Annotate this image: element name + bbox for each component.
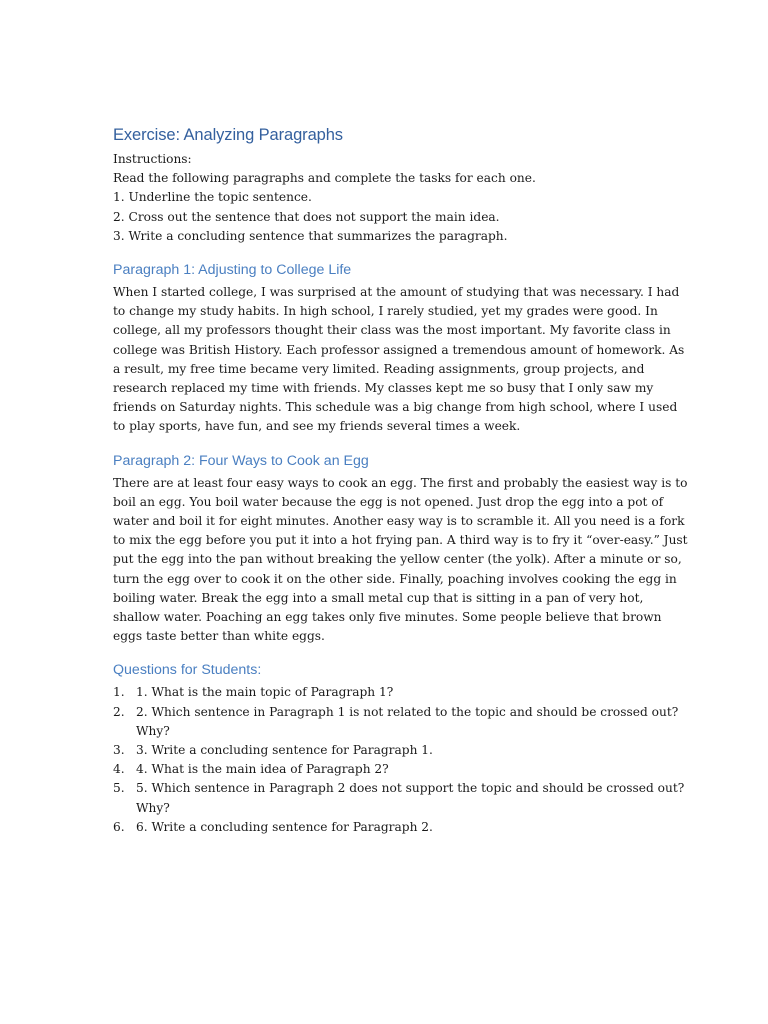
- paragraph2-line: There are at least four easy ways to cook an egg. The first and probably the easiest way is to: [113, 475, 688, 490]
- paragraph2-line: water and boil it for eight minutes. Another easy way is to scramble it. All you need is a fork: [113, 514, 685, 529]
- paragraph2-line: turn the egg over to cook it on the other side. Finally, poaching involves cooking the egg in: [113, 571, 677, 586]
- paragraph1-line: a result, my free time became very limited. Reading assignments, group projects, and: [113, 361, 645, 376]
- paragraph1-line: to change my study habits. In high school, I rarely studied, yet my grades were good. In: [113, 304, 658, 319]
- paragraph1-heading: Paragraph 1: Adjusting to College Life: [113, 262, 352, 279]
- task-item: 1. Underline the topic sentence.: [113, 190, 312, 205]
- paragraph1-line: research replaced my time with friends. My classes kept me so busy that I only saw my: [113, 381, 654, 396]
- question-line: 3. Write a concluding sentence for Paragraph 1.: [136, 743, 433, 758]
- question-line: Why?: [136, 800, 170, 815]
- paragraph2-line: eggs taste better than white eggs.: [113, 629, 325, 644]
- list-item: [113, 760, 658, 779]
- list-item: [113, 683, 658, 702]
- questions-list: [113, 683, 685, 837]
- paragraph1-line: college, all my professors thought their class was the most important. My favorite class in: [113, 323, 671, 338]
- paragraph2-body: [113, 474, 688, 647]
- list-number: 5.: [113, 781, 125, 796]
- question-line: 2. Which sentence in Paragraph 1 is not related to the topic and should be crossed out?: [136, 704, 679, 719]
- paragraph1-line: to play sports, have fun, and see my friends several times a week.: [113, 419, 521, 434]
- question-text: [136, 818, 658, 837]
- list-item: [113, 703, 679, 741]
- task-item: 2. Cross out the sentence that does not support the main idea.: [113, 209, 500, 224]
- instructions-intro: Read the following paragraphs and complete the tasks for each one.: [113, 171, 536, 186]
- question-text: [136, 741, 658, 760]
- paragraph2-line: boil an egg. You boil water because the egg is not opened. Just drop the egg into a pot of: [113, 494, 664, 509]
- paragraph1-body: [113, 283, 685, 437]
- paragraph2-line: put the egg into the pan without breaking the yellow center (the yolk). After a minute or so,: [113, 552, 682, 567]
- list-number: 4.: [113, 762, 125, 777]
- list-number: 2.: [113, 704, 125, 719]
- task-item: 3. Write a concluding sentence that summarizes the paragraph.: [113, 228, 508, 243]
- question-line: 6. Write a concluding sentence for Paragraph 2.: [136, 819, 433, 834]
- list-item: [113, 818, 658, 837]
- paragraph2-line: to mix the egg before you put it into a hot frying pan. A third way is to fry it “over-easy.” Just: [113, 533, 688, 548]
- question-text: [136, 683, 658, 702]
- list-number: 3.: [113, 743, 125, 758]
- list-number: 6.: [113, 819, 125, 834]
- paragraph1-line: friends on Saturday nights. This schedule was a big change from high school, where I used: [113, 400, 678, 415]
- list-item: [113, 741, 658, 760]
- paragraph2-line: shallow water. Poaching an egg takes only five minutes. Some people believe that brown: [113, 610, 662, 625]
- list-item: [113, 779, 685, 817]
- list-number: 1.: [113, 685, 125, 700]
- questions-heading: Questions for Students:: [113, 662, 262, 679]
- instructions-label: Instructions:: [113, 152, 192, 166]
- question-text: [136, 703, 679, 741]
- question-line: 5. Which sentence in Paragraph 2 does not support the topic and should be crossed out?: [136, 781, 685, 796]
- question-line: 4. What is the main idea of Paragraph 2?: [136, 762, 389, 777]
- question-text: [136, 760, 658, 779]
- document-page: [113, 124, 688, 837]
- paragraph1-line: When I started college, I was surprised at the amount of studying that was necessary. I had: [113, 285, 680, 300]
- question-text: [136, 779, 685, 817]
- exercise-title: Exercise: Analyzing Paragraphs: [113, 126, 343, 144]
- paragraph1-line: college was British History. Each professor assigned a tremendous amount of homework. As: [113, 342, 685, 357]
- question-line: Why?: [136, 723, 170, 738]
- paragraph2-line: boiling water. Break the egg into a small metal cup that is sitting in a pan of very hot,: [113, 590, 644, 605]
- question-line: 1. What is the main topic of Paragraph 1?: [136, 685, 394, 700]
- paragraph2-heading: Paragraph 2: Four Ways to Cook an Egg: [113, 452, 369, 469]
